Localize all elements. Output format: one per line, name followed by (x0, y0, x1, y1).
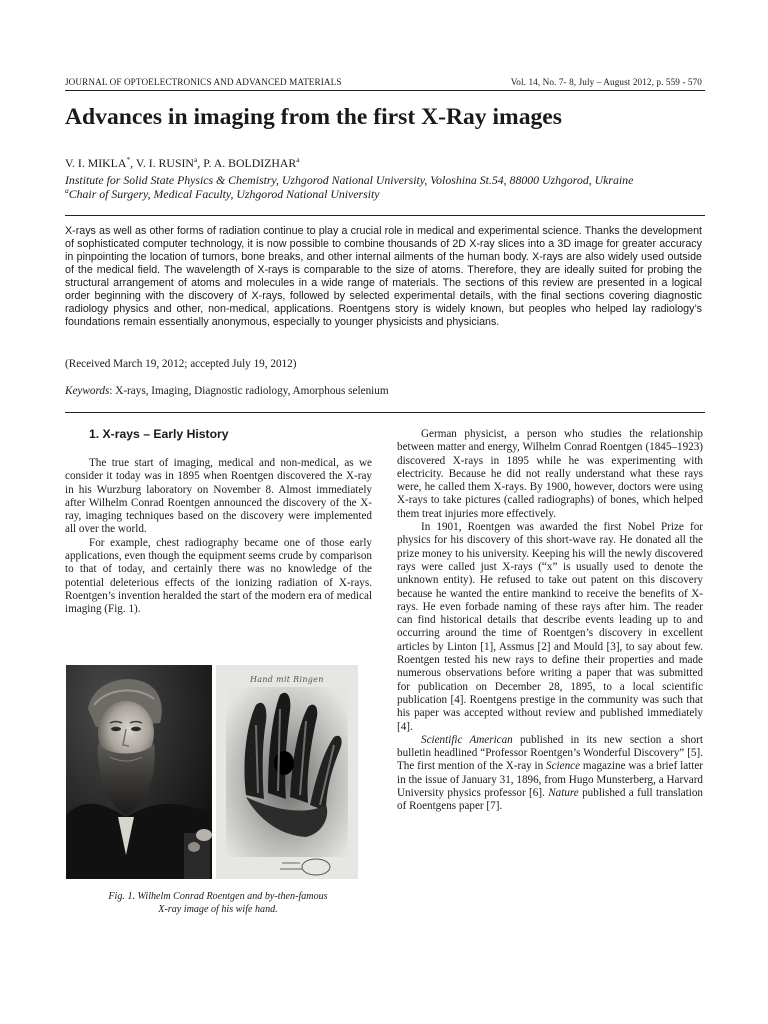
affiliation (65, 187, 379, 202)
figure-caption (70, 890, 366, 916)
italic-text: Nature (548, 787, 579, 800)
body-text: published a full translation of Roentgens paper [7]. (397, 787, 703, 813)
body-paragraph: In 1901, Roentgen was awarded the first Nobel Prize for physics for his discovery of this short-wave ray. He donated all the prize money to his university. Keeping his will the newly discovered rays were called just X-rays (“x” is usually used to denote the unknown entity). He refused to take out patent on this discovery because he wanted the entire mankind to receive the benefits of X-rays. He even forbade naming of these rays after him. The reader can find historical details that describe events leading up to and occurring around the time of Roentgen’s discovery in excellent articles by Linton [1], Assmus [2] and Mould [3], to say about few. Roentgen tested his new rays to define their properties and made numerous observations before writing a paper that was submitted for publication on December 28, 1895, to a local scientific publication [4]. Roentgens prestige in the community was such that his paper was accepted without review and published immediately [4]. (397, 521, 703, 733)
author-mark: * (126, 155, 131, 165)
volume-info: Vol. 14, No. 7- 8, July – August 2012, p. 559 - 570 (510, 77, 702, 87)
abstract-bottom-rule (65, 412, 705, 413)
keywords-label: Keywords (65, 385, 110, 397)
body-paragraph (397, 734, 703, 814)
affiliation-mark: a (65, 186, 69, 196)
caption-line: Fig. 1. Wilhelm Conrad Roentgen and by-then-famous (108, 891, 328, 902)
affiliation: Institute for Solid State Physics & Chemistry, Uzhgorod National University, Voloshina St.54, 88000 Uzhgorod, Ukraine (65, 173, 634, 187)
author-separator: , (130, 156, 136, 170)
left-column (65, 457, 372, 617)
author-mark: a (193, 155, 198, 165)
keywords-colon: : (109, 385, 116, 397)
author-name: V. I. RUSIN (135, 156, 194, 170)
hand-xray-image (216, 665, 358, 879)
body-paragraph: German physicist, a person who studies the relationship between matter and energy, Wilhelm Conrad Roentgen (1845–1923) discovered X-rays in 1895 while he was experimenting with electricity. Because he did not really understand what these rays were, he called them X-rays. By 1900, however, doctors were using X-rays to take pictures (called radiographs) of bones, which helped them treat injuries more effectively. (397, 428, 703, 520)
xray-graphic (216, 665, 358, 879)
abstract: X-rays as well as other forms of radiation continue to play a crucial role in medical and experimental science. Thanks the development of sophisticated computer technology, it is now possible to combine thousands of 2D X-ray slices into a 3D image for greater accuracy in pinpointing the location of tumors, bone breaks, and other internal ailments of the human body. X-rays are also widely used outside of the medical field. The wavelength of X-rays is comparable to the size of atoms. Therefore, they are ideally suited for probing the structural arrangement of atoms and molecules in a wide range of materials. The sections of this review are presented in a logical order beginning with the discovery of X-rays, followed by selected experimental details, with the final sections covering diagnostic radiology physics and other, non-medical, applications. Roentgens story is widely known, but peoples who helped lay radiology’s foundations remain essentially anonymous, especially to younger physicists and physicians. (65, 225, 702, 329)
xray-inscription: Hand mit Ringen (250, 675, 324, 684)
portrait-graphic (66, 665, 212, 879)
keywords-text: X-rays, Imaging, Diagnostic radiology, Amorphous selenium (115, 385, 389, 397)
received-dates: (Received March 19, 2012; accepted July 19, 2012) (65, 358, 297, 370)
section-heading: 1. X-rays – Early History (89, 427, 229, 441)
body-paragraph: The true start of imaging, medical and non-medical, as we consider it today was in 1895 when Roentgen discovered the X-ray in his Wurzburg laboratory on November 8. Almost immediately after Wilhelm Conrad Roentgen announced the discovery of the X-ray, imaging techniques based on the discovery were implemented all over the world. (65, 457, 372, 536)
author-name: P. A. BOLDIZHAR (203, 156, 297, 170)
caption-line: X-ray image of his wife hand. (158, 904, 278, 915)
affiliation-text: Chair of Surgery, Medical Faculty, Uzhgorod National University (68, 187, 380, 201)
roentgen-portrait-image (66, 665, 212, 879)
author-mark: a (296, 155, 300, 165)
italic-text: Scientific American (421, 733, 513, 746)
header-rule (65, 90, 705, 91)
keywords (65, 384, 389, 398)
abstract-top-rule (65, 215, 705, 216)
right-column (397, 428, 703, 814)
author-name: V. I. MIKLA (65, 156, 127, 170)
body-paragraph: For example, chest radiography became one of those early applications, even though the equipment seems crude by comparison to that of today, and certainly there was no knowledge of the potential deleterious effects of the ionizing radiation of X-rays. Roentgen’s invention heralded the start of the modern era of medical imaging (Fig. 1). (65, 536, 372, 616)
paper-title: Advances in imaging from the first X-Ray images (65, 104, 562, 130)
body-text: magazine was a brief latter in the issue of January 31, 1896, from Hugo Munsterberg, a Harvard University physics professor [6]. (397, 760, 703, 800)
italic-text: Science (546, 760, 581, 773)
author-separator: , (197, 156, 204, 170)
journal-name: JOURNAL OF OPTOELECTRONICS AND ADVANCED MATERIALS (65, 77, 342, 87)
body-text: published in its new section a short bulletin headlined “Professor Roentgen’s Wonderful Discovery” [5]. The first mention of the X-ray in (397, 733, 703, 773)
author-list (65, 156, 300, 171)
